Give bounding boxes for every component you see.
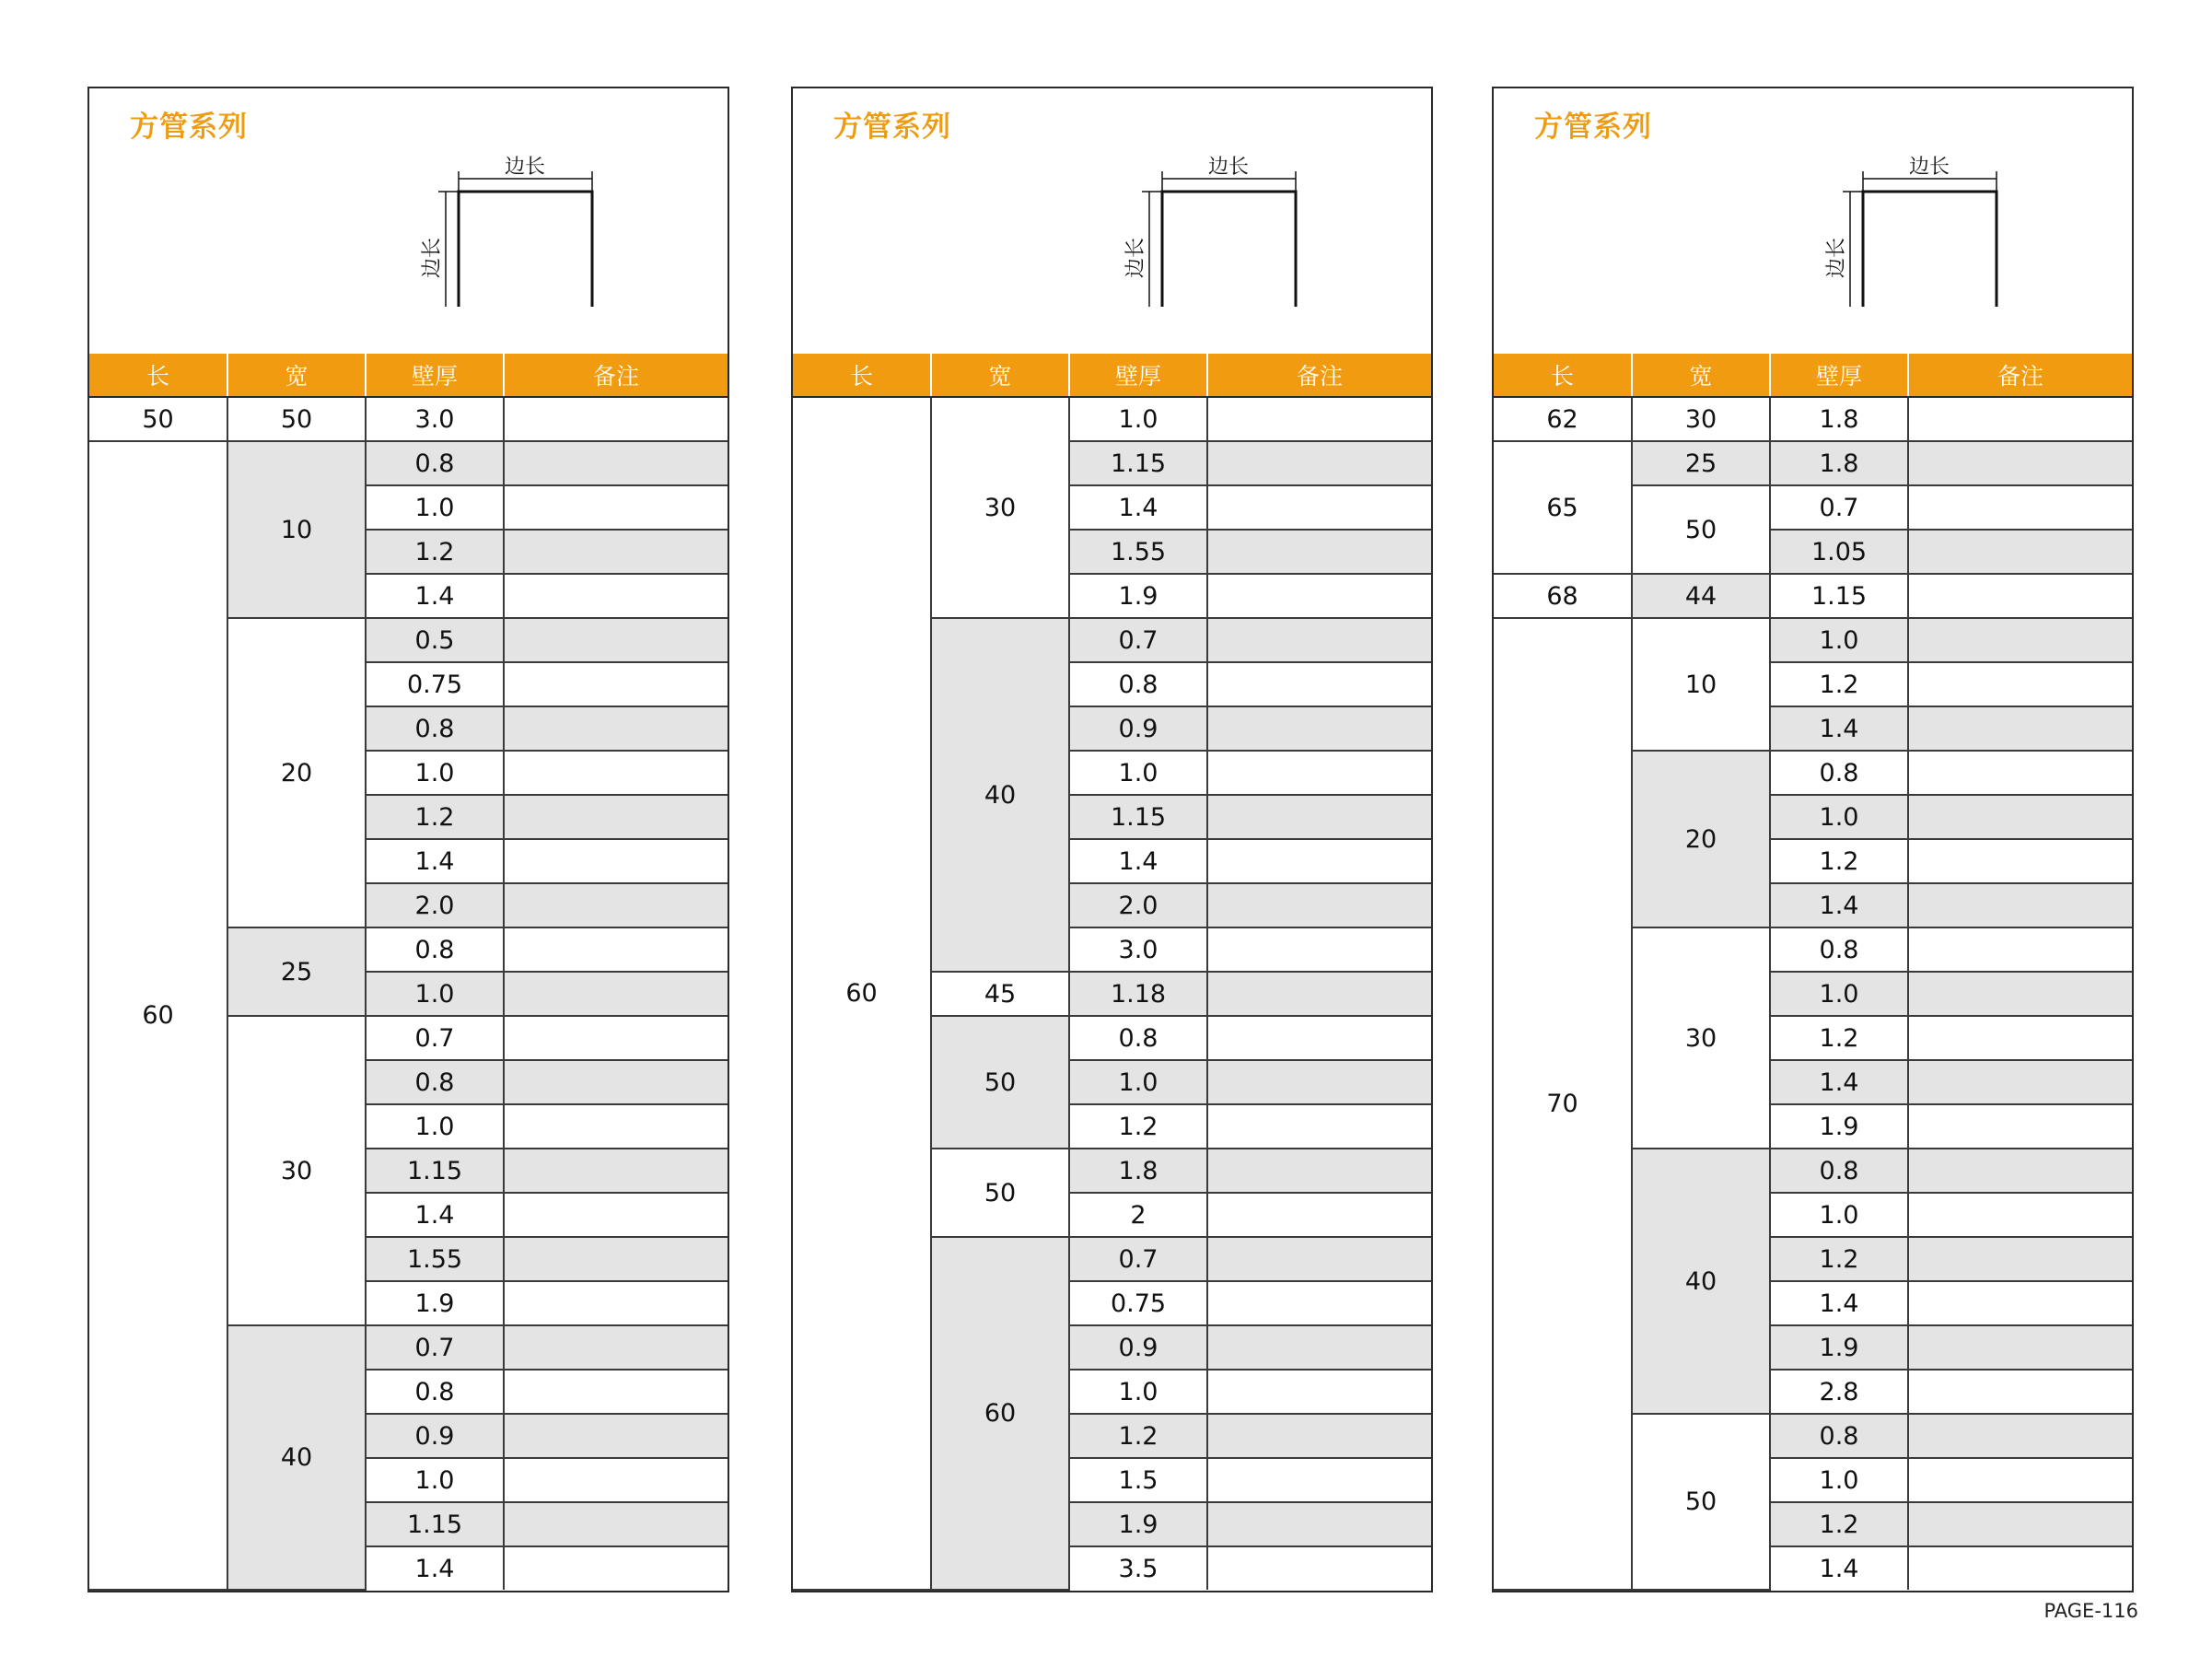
thickness-cell: 0.9 xyxy=(366,1414,504,1458)
spec-panel-3 xyxy=(1492,87,2134,1592)
thickness-cell: 0.7 xyxy=(1069,1237,1207,1281)
remark-cell xyxy=(504,485,728,530)
width-cell: 45 xyxy=(931,972,1069,1016)
thickness-cell: 1.0 xyxy=(1770,1458,1908,1502)
remark-cell xyxy=(1207,1060,1431,1104)
thickness-cell: 1.55 xyxy=(366,1237,504,1281)
dimension-label-side: 边长 xyxy=(1825,237,1848,279)
remark-cell xyxy=(1908,1016,2132,1060)
thickness-cell: 0.75 xyxy=(1069,1281,1207,1325)
thickness-cell: 1.15 xyxy=(366,1502,504,1546)
remark-cell xyxy=(1908,662,2132,706)
thickness-cell: 2 xyxy=(1069,1193,1207,1237)
thickness-cell: 1.4 xyxy=(1069,839,1207,883)
thickness-cell: 1.2 xyxy=(366,530,504,574)
remark-cell xyxy=(504,927,728,972)
thickness-cell: 1.4 xyxy=(1069,485,1207,530)
remark-cell xyxy=(1908,1546,2132,1590)
spec-table xyxy=(89,354,728,1591)
thickness-cell: 0.75 xyxy=(366,662,504,706)
remark-cell xyxy=(1207,972,1431,1016)
thickness-cell: 1.2 xyxy=(366,795,504,839)
width-cell: 30 xyxy=(1632,397,1770,441)
remark-cell xyxy=(1207,927,1431,972)
thickness-cell: 2.0 xyxy=(1069,883,1207,927)
thickness-cell: 1.15 xyxy=(1069,795,1207,839)
thickness-cell: 0.5 xyxy=(366,618,504,662)
remark-cell xyxy=(1908,618,2132,662)
length-cell: 50 xyxy=(89,397,227,441)
remark-cell xyxy=(1908,397,2132,441)
panel-header xyxy=(1494,88,2132,354)
thickness-cell: 1.0 xyxy=(366,1458,504,1502)
width-cell: 20 xyxy=(227,618,366,927)
thickness-cell: 1.4 xyxy=(1770,1546,1908,1590)
square-cross-section-icon xyxy=(1821,99,2005,307)
thickness-cell: 1.0 xyxy=(1069,1370,1207,1414)
thickness-cell: 1.0 xyxy=(1069,397,1207,441)
remark-cell xyxy=(504,1546,728,1590)
spec-panel-1 xyxy=(87,87,729,1592)
remark-cell xyxy=(1908,972,2132,1016)
thickness-cell: 1.0 xyxy=(366,485,504,530)
remark-cell xyxy=(1207,706,1431,751)
remark-cell xyxy=(504,662,728,706)
thickness-cell: 1.2 xyxy=(1069,1414,1207,1458)
thickness-cell: 1.4 xyxy=(1770,706,1908,751)
dimension-label-side: 边长 xyxy=(1124,237,1147,279)
length-cell: 60 xyxy=(89,441,227,1590)
thickness-cell: 1.4 xyxy=(366,574,504,618)
width-header: 宽 xyxy=(1632,354,1770,397)
remark-cell xyxy=(1908,1237,2132,1281)
width-cell: 25 xyxy=(1632,441,1770,485)
remark-cell xyxy=(1908,1458,2132,1502)
table-row xyxy=(1494,618,2132,662)
width-cell: 50 xyxy=(227,397,366,441)
thickness-cell: 1.4 xyxy=(366,1193,504,1237)
thickness-cell: 1.18 xyxy=(1069,972,1207,1016)
length-cell: 60 xyxy=(793,397,931,1590)
remark-cell xyxy=(1207,1237,1431,1281)
thickness-cell: 1.4 xyxy=(366,839,504,883)
thickness-cell: 1.2 xyxy=(1770,1502,1908,1546)
remark-cell xyxy=(504,1193,728,1237)
remark-cell xyxy=(1908,530,2132,574)
width-cell: 40 xyxy=(1632,1149,1770,1414)
thickness-cell: 0.8 xyxy=(1770,751,1908,795)
remark-cell xyxy=(1207,1325,1431,1370)
thickness-cell: 0.8 xyxy=(1770,927,1908,972)
width-cell: 50 xyxy=(931,1016,1069,1149)
remark-cell xyxy=(504,1149,728,1193)
width-cell: 44 xyxy=(1632,574,1770,618)
remark-cell xyxy=(504,1281,728,1325)
remark-cell xyxy=(1207,1193,1431,1237)
remark-cell xyxy=(1207,662,1431,706)
remark-header: 备注 xyxy=(504,354,728,397)
remark-cell xyxy=(1908,1281,2132,1325)
remark-cell xyxy=(504,574,728,618)
remark-cell xyxy=(504,1414,728,1458)
remark-cell xyxy=(1908,927,2132,972)
thickness-cell: 0.7 xyxy=(366,1016,504,1060)
thickness-cell: 1.9 xyxy=(1770,1104,1908,1149)
thickness-cell: 1.2 xyxy=(1069,1104,1207,1149)
thickness-cell: 1.9 xyxy=(1069,1502,1207,1546)
remark-cell xyxy=(1207,397,1431,441)
remark-cell xyxy=(1908,1104,2132,1149)
thickness-cell: 0.8 xyxy=(1069,662,1207,706)
thickness-header: 壁厚 xyxy=(1770,354,1908,397)
dimension-label-top: 边长 xyxy=(1908,156,1950,179)
thickness-cell: 1.2 xyxy=(1770,1016,1908,1060)
table-row xyxy=(1494,574,2132,618)
remark-cell xyxy=(504,795,728,839)
dimension-label-side: 边长 xyxy=(421,237,444,279)
length-header: 长 xyxy=(1494,354,1632,397)
remark-cell xyxy=(1207,1414,1431,1458)
remark-cell xyxy=(504,706,728,751)
thickness-cell: 1.55 xyxy=(1069,530,1207,574)
thickness-cell: 1.2 xyxy=(1770,662,1908,706)
remark-cell xyxy=(1207,574,1431,618)
thickness-cell: 0.8 xyxy=(366,441,504,485)
remark-cell xyxy=(1908,751,2132,795)
table-row xyxy=(793,397,1431,441)
remark-cell xyxy=(1908,1502,2132,1546)
width-cell: 20 xyxy=(1632,751,1770,927)
panel-title: 方管系列 xyxy=(833,111,951,144)
remark-cell xyxy=(504,1370,728,1414)
remark-cell xyxy=(504,1016,728,1060)
thickness-cell: 1.15 xyxy=(1069,441,1207,485)
remark-cell xyxy=(504,1502,728,1546)
thickness-cell: 1.0 xyxy=(1770,1193,1908,1237)
remark-cell xyxy=(1207,1458,1431,1502)
remark-cell xyxy=(504,1237,728,1281)
thickness-cell: 0.7 xyxy=(1770,485,1908,530)
square-tube-diagram xyxy=(416,134,600,342)
remark-cell xyxy=(1908,441,2132,485)
width-cell: 25 xyxy=(227,927,366,1016)
remark-cell xyxy=(504,618,728,662)
thickness-cell: 3.0 xyxy=(1069,927,1207,972)
width-cell: 30 xyxy=(227,1016,366,1325)
remark-cell xyxy=(504,972,728,1016)
thickness-cell: 1.4 xyxy=(366,1546,504,1590)
remark-cell xyxy=(1908,795,2132,839)
remark-cell xyxy=(504,839,728,883)
thickness-cell: 1.9 xyxy=(1069,574,1207,618)
table-row xyxy=(1494,441,2132,485)
thickness-cell: 1.0 xyxy=(366,972,504,1016)
remark-cell xyxy=(1207,795,1431,839)
thickness-cell: 0.8 xyxy=(1770,1414,1908,1458)
thickness-cell: 1.4 xyxy=(1770,1060,1908,1104)
thickness-cell: 0.8 xyxy=(1069,1016,1207,1060)
table-row xyxy=(1494,397,2132,441)
spec-panel-2 xyxy=(791,87,1433,1592)
thickness-cell: 1.2 xyxy=(1770,839,1908,883)
thickness-header: 壁厚 xyxy=(1069,354,1207,397)
remark-cell xyxy=(1207,883,1431,927)
spec-table xyxy=(1494,354,2132,1591)
remark-cell xyxy=(1908,1060,2132,1104)
thickness-cell: 1.15 xyxy=(1770,574,1908,618)
remark-cell xyxy=(1207,485,1431,530)
remark-cell xyxy=(504,530,728,574)
thickness-cell: 0.8 xyxy=(366,706,504,751)
table-row xyxy=(89,397,728,441)
thickness-cell: 1.05 xyxy=(1770,530,1908,574)
remark-cell xyxy=(1908,1370,2132,1414)
square-cross-section-icon xyxy=(416,99,600,307)
remark-cell xyxy=(504,1104,728,1149)
length-cell: 62 xyxy=(1494,397,1632,441)
thickness-cell: 1.0 xyxy=(366,751,504,795)
remark-header: 备注 xyxy=(1207,354,1431,397)
remark-cell xyxy=(1908,706,2132,751)
remark-cell xyxy=(1207,530,1431,574)
dimension-label-top: 边长 xyxy=(504,156,546,179)
thickness-cell: 1.4 xyxy=(1770,883,1908,927)
remark-cell xyxy=(1207,1149,1431,1193)
remark-cell xyxy=(504,883,728,927)
remark-cell xyxy=(504,1458,728,1502)
thickness-cell: 0.7 xyxy=(366,1325,504,1370)
thickness-cell: 0.9 xyxy=(1069,1325,1207,1370)
remark-cell xyxy=(504,1325,728,1370)
thickness-cell: 0.9 xyxy=(1069,706,1207,751)
remark-cell xyxy=(1207,1104,1431,1149)
thickness-cell: 1.15 xyxy=(366,1149,504,1193)
thickness-cell: 0.8 xyxy=(366,1060,504,1104)
thickness-cell: 1.9 xyxy=(366,1281,504,1325)
length-cell: 65 xyxy=(1494,441,1632,574)
remark-cell xyxy=(1207,751,1431,795)
thickness-cell: 1.8 xyxy=(1770,397,1908,441)
width-header: 宽 xyxy=(227,354,366,397)
thickness-cell: 2.8 xyxy=(1770,1370,1908,1414)
thickness-cell: 1.8 xyxy=(1770,441,1908,485)
panel-header xyxy=(89,88,728,354)
spec-table xyxy=(793,354,1431,1591)
remark-cell xyxy=(1908,839,2132,883)
panel-title: 方管系列 xyxy=(1534,111,1652,144)
width-header: 宽 xyxy=(931,354,1069,397)
remark-cell xyxy=(1207,441,1431,485)
remark-cell xyxy=(1908,883,2132,927)
remark-cell xyxy=(1207,1502,1431,1546)
thickness-cell: 0.8 xyxy=(366,927,504,972)
square-tube-diagram xyxy=(1821,134,2005,342)
square-tube-diagram xyxy=(1120,134,1304,342)
thickness-cell: 1.0 xyxy=(366,1104,504,1149)
width-cell: 10 xyxy=(227,441,366,618)
remark-cell xyxy=(1908,574,2132,618)
panel-header xyxy=(793,88,1431,354)
width-cell: 60 xyxy=(931,1237,1069,1590)
width-cell: 50 xyxy=(1632,485,1770,574)
thickness-cell: 1.0 xyxy=(1770,795,1908,839)
width-cell: 40 xyxy=(227,1325,366,1590)
thickness-cell: 1.9 xyxy=(1770,1325,1908,1370)
remark-cell xyxy=(1908,1414,2132,1458)
remark-cell xyxy=(1908,1193,2132,1237)
remark-cell xyxy=(1207,1016,1431,1060)
thickness-cell: 1.0 xyxy=(1069,751,1207,795)
width-cell: 40 xyxy=(931,618,1069,972)
remark-header: 备注 xyxy=(1908,354,2132,397)
remark-cell xyxy=(1207,618,1431,662)
width-cell: 10 xyxy=(1632,618,1770,751)
remark-cell xyxy=(504,1060,728,1104)
thickness-cell: 1.2 xyxy=(1770,1237,1908,1281)
thickness-cell: 1.8 xyxy=(1069,1149,1207,1193)
remark-cell xyxy=(1207,839,1431,883)
remark-cell xyxy=(504,441,728,485)
dimension-label-top: 边长 xyxy=(1207,156,1250,179)
thickness-cell: 3.5 xyxy=(1069,1546,1207,1590)
length-header: 长 xyxy=(793,354,931,397)
thickness-cell: 1.4 xyxy=(1770,1281,1908,1325)
thickness-cell: 1.0 xyxy=(1770,618,1908,662)
thickness-cell: 0.8 xyxy=(366,1370,504,1414)
thickness-cell: 3.0 xyxy=(366,397,504,441)
remark-cell xyxy=(1207,1370,1431,1414)
width-cell: 50 xyxy=(1632,1414,1770,1590)
thickness-cell: 1.0 xyxy=(1770,972,1908,1016)
remark-cell xyxy=(1207,1281,1431,1325)
thickness-cell: 2.0 xyxy=(366,883,504,927)
length-header: 长 xyxy=(89,354,227,397)
table-row xyxy=(89,441,728,485)
width-cell: 50 xyxy=(931,1149,1069,1237)
remark-cell xyxy=(504,751,728,795)
length-cell: 68 xyxy=(1494,574,1632,618)
remark-cell xyxy=(1908,1149,2132,1193)
thickness-header: 壁厚 xyxy=(366,354,504,397)
remark-cell xyxy=(1207,1546,1431,1590)
remark-cell xyxy=(504,397,728,441)
width-cell: 30 xyxy=(931,397,1069,618)
thickness-cell: 1.0 xyxy=(1069,1060,1207,1104)
square-cross-section-icon xyxy=(1120,99,1304,307)
remark-cell xyxy=(1908,485,2132,530)
thickness-cell: 1.5 xyxy=(1069,1458,1207,1502)
width-cell: 30 xyxy=(1632,927,1770,1149)
length-cell: 70 xyxy=(1494,618,1632,1590)
remark-cell xyxy=(1908,1325,2132,1370)
panel-title: 方管系列 xyxy=(130,111,248,144)
thickness-cell: 0.8 xyxy=(1770,1149,1908,1193)
page-number: PAGE-116 xyxy=(2043,1600,2138,1622)
thickness-cell: 0.7 xyxy=(1069,618,1207,662)
